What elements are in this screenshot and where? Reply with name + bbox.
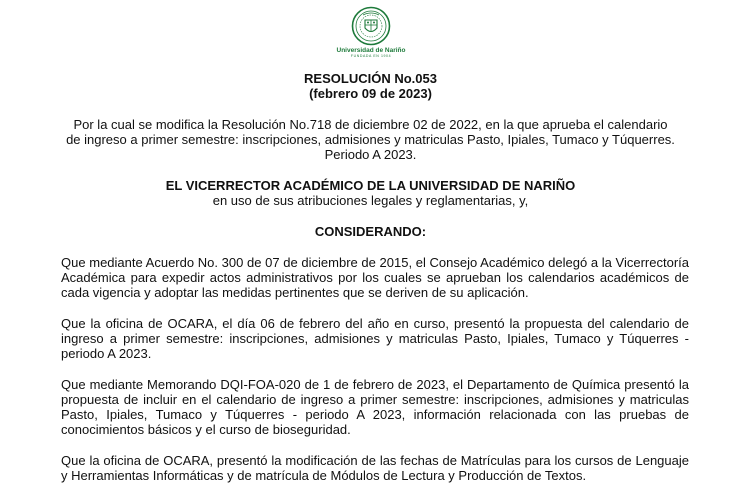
university-logo <box>336 6 406 68</box>
logo-name: Universidad de Nariño <box>336 47 406 54</box>
authority-heading: EL VICERRECTOR ACADÉMICO DE LA UNIVERSIDAD DE NARIÑO <box>165 178 576 193</box>
university-seal-icon <box>351 6 391 46</box>
summary-line-3: Periodo A 2023. <box>324 147 417 162</box>
summary-line-2: de ingreso a primer semestre: inscripciones, admisiones y matriculas Pasto, Ipiales, Tumaco y Túquerres. <box>66 132 675 147</box>
summary-line-1: Por la cual se modifica la Resolución No.718 de diciembre 02 de 2022, en la que aprueba el calendario <box>73 117 668 132</box>
paragraph-ocara-modification: Que la oficina de OCARA, presentó la modificación de las fechas de Matrículas para los cursos de Lenguaje y Herramientas Informáticas y de matrícula de Módulos de Lectura y Producción de Textos. <box>61 453 689 483</box>
considering-heading: CONSIDERANDO: <box>314 224 427 239</box>
authority-powers: en uso de sus atribuciones legales y reglamentarias, y, <box>212 193 529 208</box>
resolution-date: (febrero 09 de 2023) <box>309 86 432 101</box>
paragraph-acuerdo: Que mediante Acuerdo No. 300 de 07 de diciembre de 2015, el Consejo Académico delegó a la Vicerrectoría Académica para expedir actos administrativos por los cuales se aprueban los calendarios académicos de cada vigencia y adoptar las medidas pertinentes que se deriven de su aplicación. <box>61 255 689 300</box>
paragraph-ocara-proposal: Que la oficina de OCARA, el día 06 de febrero del año en curso, presentó la propuesta del calendario de ingreso a primer semestre: inscripciones, admisiones y matriculas Pasto, Ipiales, Tumaco y Túquerres - periodo A 2023. <box>61 316 689 361</box>
logo-subtitle: FUNDADA EN 1904 <box>350 54 392 58</box>
resolution-number: RESOLUCIÓN No.053 <box>304 71 437 86</box>
paragraph-memorando: Que mediante Memorando DQI-FOA-020 de 1 de febrero de 2023, el Departamento de Química presentó la propuesta de incluir en el calendario de ingreso a primer semestre: inscripciones, admisiones y matriculas Pasto, Ipiales, Tumaco y Túquerres - periodo A 2023, información relacionada con las pruebas de conocimientos básicos y el curso de bioseguridad. <box>61 377 689 437</box>
